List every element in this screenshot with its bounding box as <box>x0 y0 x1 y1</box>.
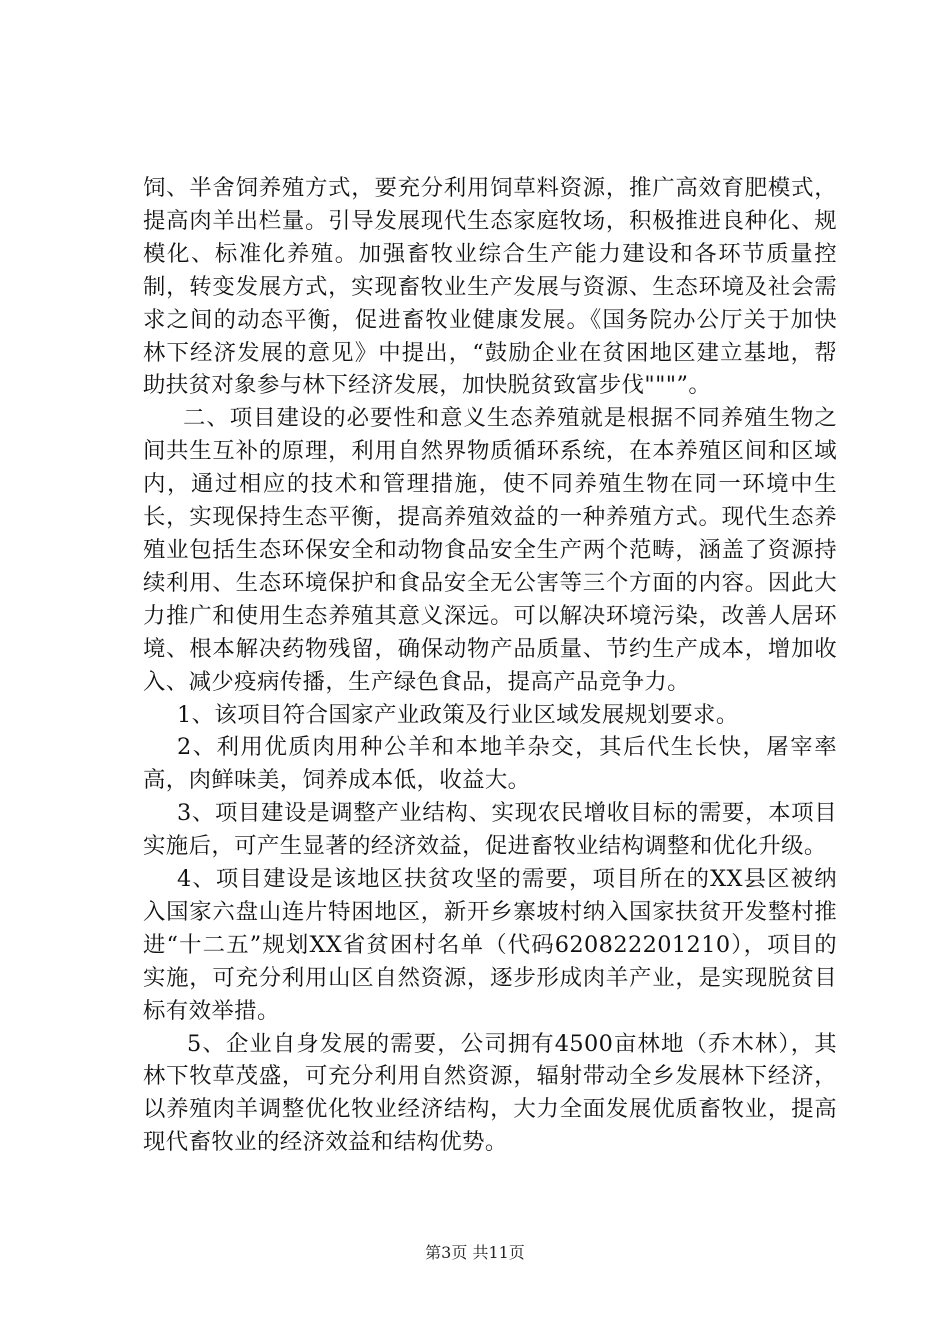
list-item-4: 4、项目建设是该地区扶贫攻坚的需要，项目所在的XX县区被纳入国家六盘山连片特困地区，新开乡寨坡村纳入国家扶贫开发整村推进“十二五”规划XX省贫困村名单（代码620822201210），项目的实施，可充分利用山区自然资源，逐步形成肉羊产业，是实现脱贫目标有效举措。 <box>143 866 837 1024</box>
paragraph-section-heading: 二、项目建设的必要性和意义生态养殖就是根据不同养殖生物之间共生互补的原理，利用自然界物质循环系统，在本养殖区间和区域内，通过相应的技术和管理措施，使不同养殖生物在同一环境中生长，实现保持生态平衡，提高养殖效益的一种养殖方式。现代生态养殖业包括生态环保安全和动物食品安全生产两个范畴，涵盖了资源持续利用、生态环境保护和食品安全无公害等三个方面的内容。因此大力推广和使用生态养殖其意义深远。可以解决环境污染，改善人居环境、根本解决药物残留，确保动物产品质量、节约生产成本，增加收入、减少疫病传播，生产绿色食品，提高产品竞争力。 <box>143 405 837 695</box>
list-item-2: 2、利用优质肉用种公羊和本地羊杂交，其后代生长快，屠宰率高，肉鲜味美，饲养成本低，收益大。 <box>143 734 837 794</box>
page-footer: 第3页 共11页 <box>425 1243 525 1262</box>
paragraph-continuation: 饲、半舍饲养殖方式，要充分利用饲草料资源，推广高效育肥模式，提高肉羊出栏量。引导发展现代生态家庭牧场，积极推进良种化、规模化、标准化养殖。加强畜牧业综合生产能力建设和各环节质量控制，转变发展方式，实现畜牧业生产发展与资源、生态环境及社会需求之间的动态平衡，促进畜牧业健康发展。《国务院办公厅关于加快林下经济发展的意见》中提出，“鼓励企业在贫困地区建立基地，帮助扶贫对象参与林下经济发展，加快脱贫致富步伐"""”。 <box>143 175 837 399</box>
document-body <box>143 172 837 1159</box>
list-item-3: 3、项目建设是调整产业结构、实现农民增收目标的需要，本项目实施后，可产生显著的经济效益，促进畜牧业结构调整和优化升级。 <box>143 800 837 860</box>
list-item-5: 5、企业自身发展的需要，公司拥有4500亩林地（乔木林），其林下牧草茂盛，可充分利用自然资源，辐射带动全乡发展林下经济，以养殖肉羊调整优化牧业经济结构，大力全面发展优质畜牧业，提高现代畜牧业的经济效益和结构优势。 <box>143 1030 837 1156</box>
list-item-1: 1、该项目符合国家产业政策及行业区域发展规划要求。 <box>177 701 739 728</box>
